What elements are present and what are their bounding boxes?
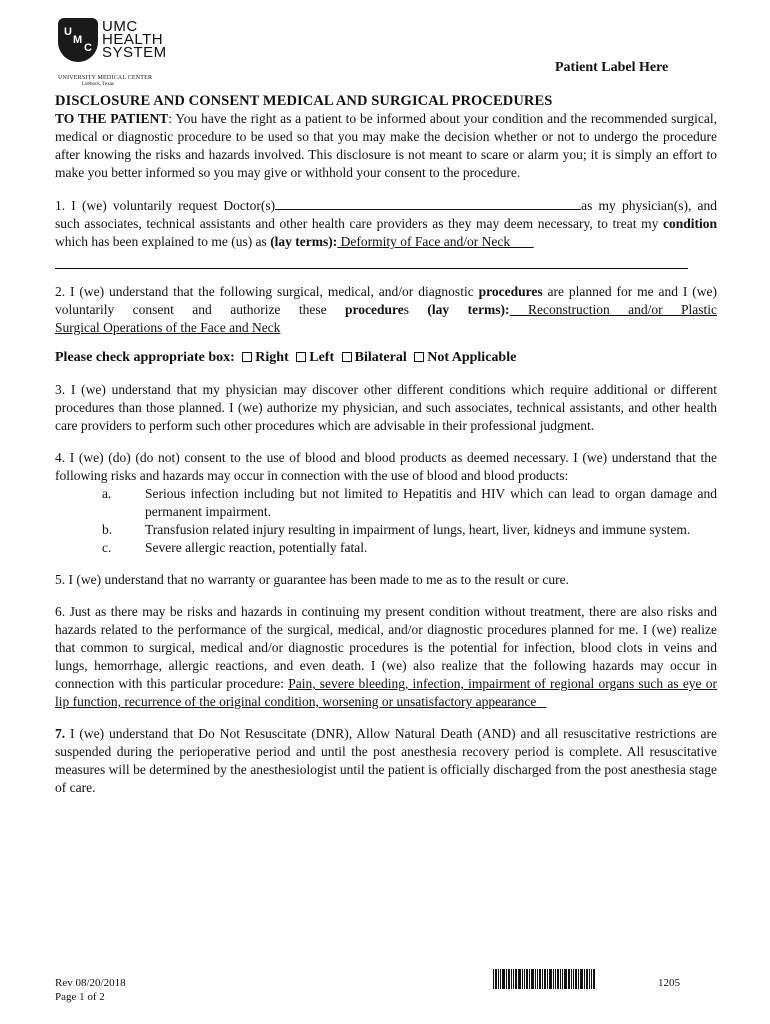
logo-subtitle: UNIVERSITY MEDICAL CENTER (58, 75, 153, 81)
barcode-bar (515, 969, 517, 989)
barcode-bar (495, 969, 497, 989)
logo-city: Lubbock, Texas (82, 82, 114, 87)
checkbox-not-applicable[interactable] (414, 352, 424, 362)
procedure-hazards[interactable]: Pain, severe bleeding, infection, impairment of regional organs such as eye or lip function, recurrence of the original condition, worsening or unsatisfactory appearance (55, 676, 718, 709)
condition-value[interactable]: Deformity of Face and/or Neck (337, 234, 511, 249)
umc-emblem-icon: U M C (58, 18, 98, 62)
item-7: 7. I (we) understand that Do Not Resuscitate (DNR), Allow Natural Death (AND) and all resuscitative restrictions are suspended during the perioperative period and until the post anesthesia recovery period is complete. All resuscitative measures will be determined by the anesthesiologist until the patient is officially discharged from the post anesthesia stage of care. (55, 726, 717, 795)
umc-logo (58, 18, 178, 88)
barcode-bar (593, 969, 595, 989)
procedure-value-a[interactable]: Reconstruction and/or Plastic (509, 302, 718, 317)
barcode-bar (571, 969, 572, 989)
logo-wordmark: UMC HEALTH SYSTEM (102, 18, 167, 61)
barcode-bar (500, 969, 501, 989)
barcode-bar (591, 969, 592, 989)
barcode-bar (518, 969, 521, 989)
condition-extra-line[interactable] (55, 251, 688, 269)
footer-revision: Rev 08/20/2018 Page 1 of 2 (55, 977, 126, 1003)
barcode-bar (506, 969, 507, 989)
barcode-bar (589, 969, 590, 989)
barcode-bar (580, 969, 583, 989)
checkbox-left[interactable] (296, 352, 306, 362)
barcode-bar (524, 969, 525, 989)
barcode-bar (498, 969, 499, 989)
barcode-bar (544, 969, 546, 989)
form-body (55, 92, 717, 797)
risk-item-a: a. Serious infection including but not limited to Hepatitis and HIV which can lead to organ damage and permanent impairment. (102, 486, 717, 519)
barcode-bar (562, 969, 563, 989)
patient-label-placeholder: Patient Label Here (555, 60, 669, 75)
risk-item-b: b. Transfusion related injury resulting in impairment of lungs, heart, liver, kidneys and immune system. (102, 522, 691, 537)
doctor-name-field[interactable] (275, 196, 581, 210)
barcode-bar (493, 969, 494, 989)
item-5: 5. I (we) understand that no warranty or guarantee has been made to me as to the result or cure. (55, 572, 569, 587)
barcode-bar (557, 969, 559, 989)
barcode-bar (573, 969, 574, 989)
barcode-bar (553, 969, 554, 989)
barcode-bar (542, 969, 543, 989)
barcode-bar (578, 969, 579, 989)
barcode-bar (549, 969, 552, 989)
barcode-bar (537, 969, 538, 989)
form-number: 1205 (658, 977, 680, 989)
barcode-bar (575, 969, 577, 989)
barcode-bar (560, 969, 561, 989)
barcode-bar (584, 969, 585, 989)
item-3: 3. I (we) understand that my physician may discover other different conditions which require additional or different procedures than those planned. I (we) authorize my physician, and such associates, technical assistants, and other health care providers to perform such other procedures which are advisable in their professional judgment. (55, 382, 717, 433)
intro-paragraph: TO THE PATIENT: You have the right as a patient to be informed about your condition and the recommended surgical, medical or diagnostic procedure to be used so that you may make the decision whether or not to undergo the procedure after knowing the risks and hazards involved. This disclosure is not meant to scare or alarm you; it is simply an effort to make you better informed so you may give or withhold your consent to the procedure. (55, 111, 717, 180)
barcode-bar (586, 969, 588, 989)
barcode-bar (547, 969, 548, 989)
procedure-value-b[interactable]: Surgical Operations of the Face and Neck (55, 320, 281, 335)
side-checkboxes: Please check appropriate box: Right Left Bilateral Not Applicable (55, 350, 517, 365)
checkbox-bilateral[interactable] (342, 352, 352, 362)
item-4: 4. I (we) (do) (do not) consent to the use of blood and blood products as deemed necessary. I (we) understand that the following risks and hazards may occur in connection with the use of blood and blood products: (55, 450, 717, 483)
barcode-bar (511, 969, 512, 989)
barcode-bar (535, 969, 536, 989)
barcode-bar (513, 969, 514, 989)
barcode-bar (502, 969, 505, 989)
barcode-bar (568, 969, 570, 989)
barcode-bar (555, 969, 556, 989)
barcode-bar (522, 969, 523, 989)
barcode-bar (529, 969, 530, 989)
item-1: 1. I (we) voluntarily request Doctor(s) as my physician(s), and such associates, technical assistants and other health care providers as they may deem necessary, to treat my condition which has been explained to me (us) as (lay terms): Deformity of Face and/or Neck (55, 198, 717, 249)
barcode-bar (564, 969, 567, 989)
barcode-bar (539, 969, 541, 989)
item-2: 2. I (we) understand that the following surgical, medical, and/or diagnostic procedures are planned for me and I (we) voluntarily consent and authorize these procedures (lay terms): Reconstruction and/or Plastic Surgical Operations of the Face and Neck (55, 284, 718, 335)
checkbox-right[interactable] (242, 352, 252, 362)
form-barcode (493, 969, 641, 989)
barcode-bar (508, 969, 510, 989)
risk-item-c: c. Severe allergic reaction, potentially fatal. (102, 540, 368, 555)
barcode-bar (526, 969, 528, 989)
barcode-bar (531, 969, 534, 989)
form-title: DISCLOSURE AND CONSENT MEDICAL AND SURGICAL PROCEDURES (55, 93, 553, 109)
item-6: 6. Just as there may be risks and hazards in continuing my present condition without treatment, there are also risks and hazards related to the performance of the surgical, medical, and/or diagnostic procedures planned for me. I (we) realize that common to surgical, medical and/or diagnostic procedures is the potential for infection, blood clots in veins and lungs, hemorrhage, allergic reactions, and even death. I (we) also realize that the following hazards may occur in connection with this particular procedure: Pain, severe bleeding, infection, impairment of regional organs such as eye or lip function, recurrence of the original condition, worsening or unsatisfactory appearance (55, 604, 718, 709)
